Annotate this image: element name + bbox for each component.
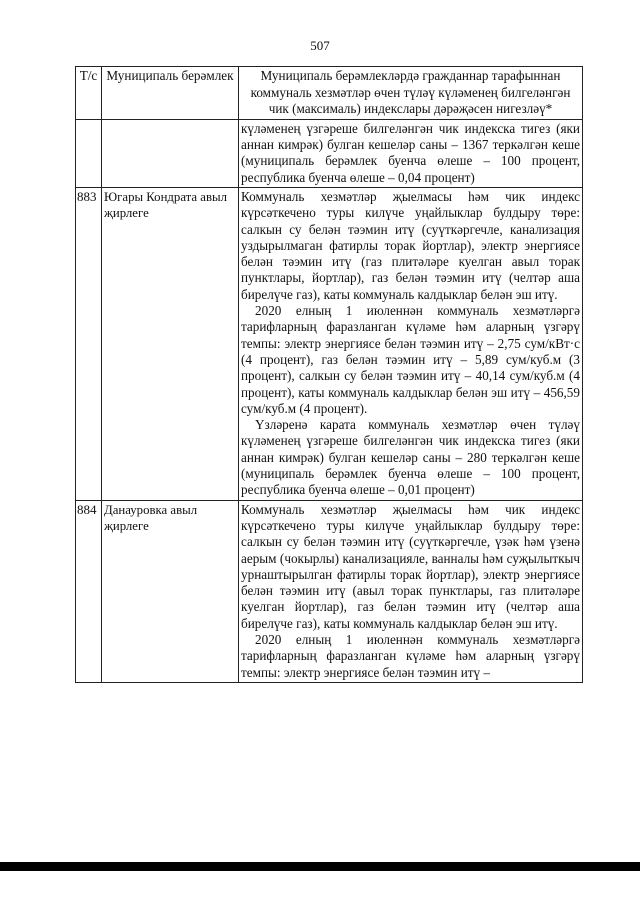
paragraph: 2020 елның 1 июленнән коммуналь хезмәтләргә тарифларның фаразланган күләме һәм аларның үзгәрү темпы: электр энергиясе белән тәэмин итү –: [241, 631, 580, 680]
description-cell: [239, 187, 583, 500]
paragraph: 2020 елның 1 июленнән коммуналь хезмәтләргә тарифларның фаразланган күләме һәм аларның үзгәрү темпы: электр энергиясе белән тәэмин итү – 2,75 сум/кВт·с (4 процент), газ белән тәэмин итү – 5,89 сум/куб.м (3 процент), салкын су белән тәэмин итү – 40,14 сум/куб.м (4 процент), каты коммуналь калдыклар белән эш итү – 456,59 сум/куб.м (4 процент).: [241, 303, 580, 416]
paragraph: Үзләренә карата коммуналь хезмәтләр өчен түләү күләменең үзгәреше билгеләнгән чик индекска тигез (яки аннан кимрәк) булган кешеләр саны – 280 теркәлгән кеше (муниципаль берәмлек буенча өлеше – 100 процент, республика буенча өлеше – 0,01 процент): [241, 417, 580, 498]
row-number: 884: [76, 500, 102, 682]
municipality-name: Данауровка авыл җирлеге: [102, 500, 239, 682]
continuation-text: күләменең үзгәреше билгеләнгән чик индекска тигез (яки аннан кимрәк) булган кешеләр саны – 1367 теркәлгән кеше (муниципаль берәмлек буенча өлеше – 100 процент, республика буенча өлеше – 0,04 процент): [241, 120, 580, 185]
municipality-name: Югары Кондрата авыл җирлеге: [102, 187, 239, 500]
table-header-row: [76, 67, 583, 120]
paragraph: Коммуналь хезмәтләр җыелмасы һәм чик индекс күрсәткечено туры килүче уңайлыклар булдыру төре: салкын су белән тәэмин итү (суүткәргечле, канализация уздырылмаган фатирлы торак йортлар), электр энергиясе белән тәэмин итү (газ плитәләре куелган авыл торак пунктлары, йортлар), газ белән тәэмин итү (челтәр аша бирелүче газ), каты коммуналь калдыклар белән эш итү.: [241, 188, 580, 302]
page-number: 507: [310, 38, 330, 53]
table-row-continuation: [76, 119, 583, 187]
table-row-884: [76, 500, 583, 682]
header-no: Т/с: [76, 67, 102, 120]
header-description: Муниципаль берәмлекләрдә гражданнар тарафыннан коммуналь хезмәтләр өчен түләү күләменең билгеләнгән чик (максималь) индекслары дәрәҗәсен нигезләү*: [239, 67, 583, 120]
paragraph: Коммуналь хезмәтләр җыелмасы һәм чик индекс күрсәткечено туры килүче уңайлыклар булдыру төре: салкын су белән тәэмин итү (суүткәргечле, үзәк һәм үзенә аерым (чокырлы) канализацияле, ванналы һәм суҗылыткыч урнаштырылган фатирлы торак йортлар), электр энергиясе белән тәэмин итү (авыл торак пунктлары, газ плитәләре куелган йортлар), газ белән тәэмин итү (челтәр аша бирелүче газ), каты коммуналь калдыклар белән эш итү.: [241, 501, 580, 631]
table-row-883: [76, 187, 583, 500]
description-cell: [239, 500, 583, 682]
scan-edge-bar: [0, 862, 640, 871]
row-number: 883: [76, 187, 102, 500]
tariff-table: [75, 66, 583, 683]
header-municipality: Муниципаль берәмлек: [102, 67, 239, 120]
